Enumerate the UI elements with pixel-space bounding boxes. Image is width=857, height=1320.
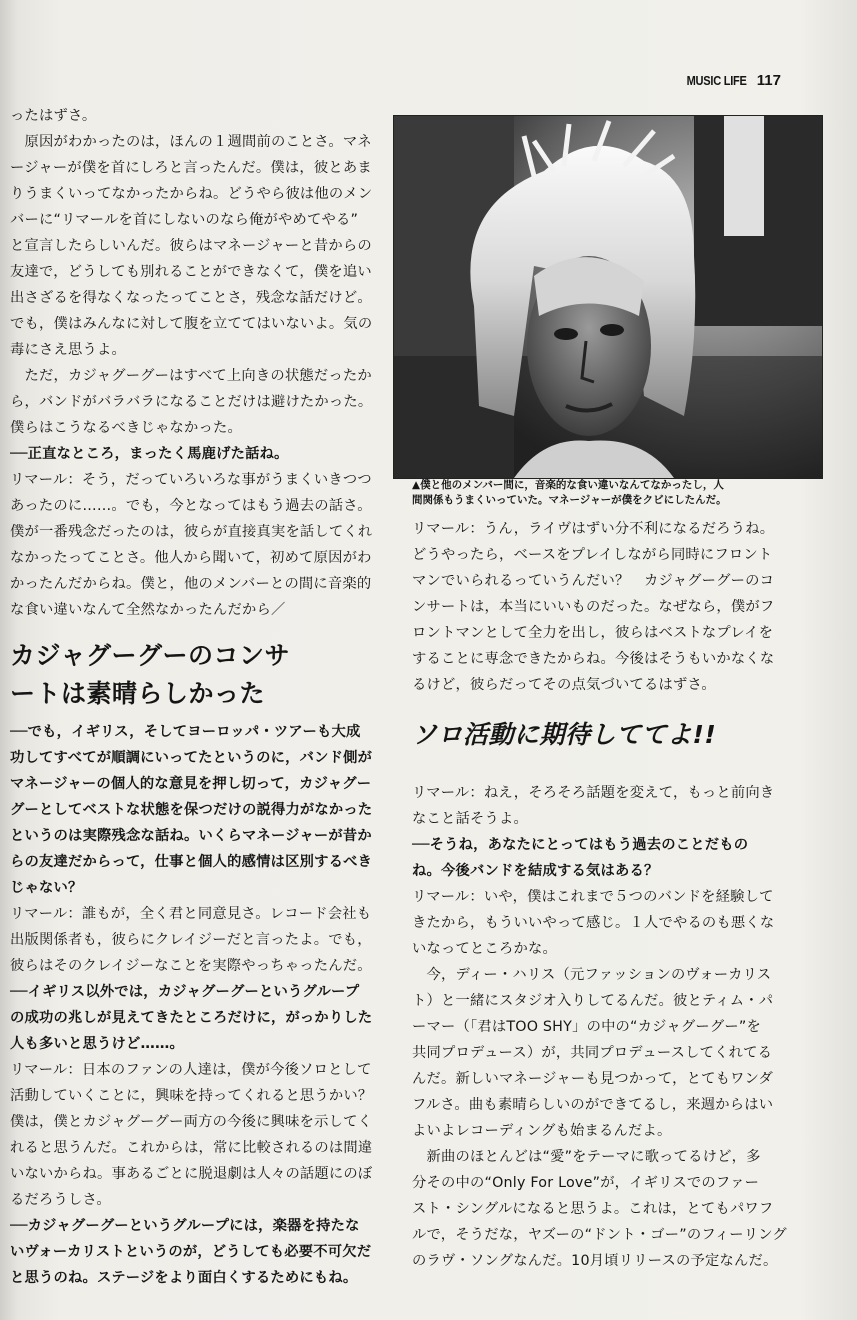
text-line: なこと話そうよ。 bbox=[412, 811, 528, 827]
text-line: フルさ。曲も素晴らしいのができてるし，来週からはい bbox=[412, 1097, 774, 1113]
text-line: の成功の兆しが見えてきたところだけに，がっかりした bbox=[10, 1010, 373, 1026]
text-line: 新曲のほとんどは“愛”をテーマに歌ってるけど，多 bbox=[412, 1149, 761, 1165]
text-line: マンでいられるっていうんだい？ カジャグーグーのコ bbox=[412, 573, 775, 589]
left-column bbox=[10, 103, 390, 1291]
text-line: ロントマンとして全力を出し，彼らはベストなプレイを bbox=[412, 625, 774, 641]
text-line: リマール：ねえ，そろそろ話題を変えて，もっと前向き bbox=[412, 785, 775, 801]
text-line: ──イギリス以外では，カジャグーグーというグループ bbox=[10, 984, 360, 1000]
text-line: 活動していくことに，興味を持ってくれると思うかい？ bbox=[10, 1088, 373, 1104]
text-line: 今，ディー・ハリス（元ファッションのヴォーカリス bbox=[412, 967, 772, 983]
caption-line: ▲僕と他のメンバー間に，音楽的な食い違いなんてなかったし，人 bbox=[412, 479, 724, 491]
text-line: どうやったら，ベースをプレイしながら同時にフロント bbox=[412, 547, 773, 563]
section-heading-1 bbox=[10, 637, 390, 713]
text-line: グーとしてベストな状態を保つだけの説得力がなかった bbox=[10, 802, 373, 818]
text-line: ただ，カジャグーグーはすべて上向きの状態だったか bbox=[10, 368, 372, 384]
text-line: 出版関係者も，彼らにクレイジーだと言ったよ。でも， bbox=[10, 932, 372, 948]
text-line: ──そうね，あなたにとってはもう過去のことだもの bbox=[412, 837, 749, 853]
text-line: 原因がわかったのは，ほんの１週間前のことさ。マネ bbox=[10, 134, 372, 150]
text-line: よいよレコーディングも始まるんだよ。 bbox=[412, 1123, 672, 1139]
text-line: いヴォーカリストというのが，どうしても必要不可欠だ bbox=[10, 1244, 372, 1260]
text-line: きたから，もういいやって感じ。１人でやるのも悪くな bbox=[412, 915, 775, 931]
text-line: リマール：うん，ライヴはずい分不利になるだろうね。 bbox=[412, 521, 775, 537]
portrait-photo bbox=[393, 115, 823, 479]
text-line: ったはずさ。 bbox=[10, 108, 97, 124]
page-header bbox=[676, 72, 781, 89]
text-line: リマール：そう，だっていろいろな事がうまくいきつつ bbox=[10, 472, 372, 488]
photo-image bbox=[394, 116, 822, 478]
text-line: ト）と一緒にスタジオ入りしてるんだ。彼とティム・パ bbox=[412, 993, 774, 1009]
text-line: 僕は，僕とカジャグーグー両方の今後に興味を示してく bbox=[10, 1114, 373, 1130]
text-line: いなってところかな。 bbox=[412, 941, 557, 957]
text-line: のラヴ・ソングなんだ。10月頃リリースの予定なんだ。 bbox=[412, 1253, 778, 1269]
text-line: ンサートは，本当にいいものだった。なぜなら，僕がフ bbox=[412, 599, 775, 615]
text-line: ージャーが僕を首にしろと言ったんだ。僕は，彼とあま bbox=[10, 160, 372, 176]
text-line: と思うのね。ステージをより面白くするためにもね。 bbox=[10, 1270, 358, 1286]
text-line: 毒にさえ思うよ。 bbox=[10, 342, 126, 358]
text-line: りうまくいってなかったからね。どうやら彼は他のメン bbox=[10, 186, 373, 202]
right-text-block-2 bbox=[412, 780, 822, 1274]
text-line: るけど，彼らだってその点気づいてるはずさ。 bbox=[412, 677, 716, 693]
photo-caption bbox=[412, 478, 812, 508]
text-line: バーに“リマールを首にしないのなら俺がやめてやる” bbox=[10, 212, 359, 228]
text-line: でも，僕はみんなに対して腹を立ててはいないよ。気の bbox=[10, 316, 373, 332]
text-line: マネージャーの個人的な意見を押し切って，カジャグー bbox=[10, 776, 372, 792]
text-line: リマール：日本のファンの人達は，僕が今後ソロとして bbox=[10, 1062, 372, 1078]
text-line: ね。今後バンドを結成する気はある？ bbox=[412, 863, 659, 879]
text-line: 僕らはこうなるべきじゃなかった。 bbox=[10, 420, 242, 436]
text-line: 彼らはそのクレイジーなことを実際やっちゃったんだ。 bbox=[10, 958, 372, 974]
text-line: 分その中の“Only For Love”が，イギリスでのファー bbox=[412, 1175, 760, 1191]
text-line: なかったってことさ。他人から聞いて，初めて原因がわ bbox=[10, 550, 372, 566]
text-line: 出さざるを得なくなったってことさ，残念な話だけど。 bbox=[10, 290, 372, 306]
text-line: と宣言したらしいんだ。彼らはマネージャーと昔からの bbox=[10, 238, 372, 254]
text-line: あったのに……。でも，今となってはもう過去の話さ。 bbox=[10, 498, 372, 514]
caption-line: 間関係もうまくいっていた。マネージャーが僕をクビにしたんだ。 bbox=[412, 494, 727, 506]
heading-line: ートは素晴らしかった bbox=[10, 679, 266, 708]
text-line: かったんだからね。僕と，他のメンバーとの間に音楽的 bbox=[10, 576, 372, 592]
text-line: んだ。新しいマネージャーも見つかって，とてもワンダ bbox=[412, 1071, 773, 1087]
text-line: 僕が一番残念だったのは，彼らが直接真実を話してくれ bbox=[10, 524, 373, 540]
section-heading-2: ソロ活動に期待しててよ!! bbox=[412, 720, 717, 749]
text-line: ──カジャグーグーというグループには，楽器を持たな bbox=[10, 1218, 360, 1234]
text-line: リマール：いや，僕はこれまで５つのバンドを経験して bbox=[412, 889, 774, 905]
text-line: 共同プロデュース）が，共同プロデュースしてくれてる bbox=[412, 1045, 773, 1061]
text-line: いないからね。事あるごとに脱退劇は人々の話題にのぼ bbox=[10, 1166, 373, 1182]
text-line: というのは実際残念な話ね。いくらマネージャーが昔か bbox=[10, 828, 372, 844]
text-line: な食い違いなんて全然なかったんだから／ bbox=[10, 602, 286, 618]
text-line: じゃない？ bbox=[10, 880, 83, 896]
heading-spacer bbox=[412, 754, 822, 780]
text-line: スト・シングルになると思うよ。これは，とてもパワフ bbox=[412, 1201, 774, 1217]
right-column bbox=[412, 516, 822, 1274]
text-line: 友達で，どうしても別れることができなくて，僕を追い bbox=[10, 264, 372, 280]
page-number: 117 bbox=[756, 72, 781, 89]
text-line: 人も多いと思うけど……。 bbox=[10, 1036, 184, 1052]
text-line: することに専念できたからね。今後はそうもいかなくな bbox=[412, 651, 775, 667]
text-line: ルで，そうだな，ヤズーの“ドント・ゴー”のフィーリング bbox=[412, 1227, 787, 1243]
right-text-block-1 bbox=[412, 516, 822, 698]
heading-line: カジャグーグーのコンサ bbox=[10, 641, 291, 670]
text-line: るだろうしさ。 bbox=[10, 1192, 111, 1208]
text-line: ーマー（「君はTOO SHY」の中の“カジャグーグー”を bbox=[412, 1019, 761, 1035]
magazine-name: MUSIC LIFE bbox=[686, 73, 747, 88]
left-text-block-1 bbox=[10, 103, 390, 623]
text-line: ──でも，イギリス，そしてヨーロッパ・ツアーも大成 bbox=[10, 724, 361, 740]
text-line: リマール：誰もが，全く君と同意見さ。レコード会社も bbox=[10, 906, 372, 922]
text-line: れると思うんだ。これからは，常に比較されるのは間違 bbox=[10, 1140, 373, 1156]
text-line: ら，バンドがバラバラになることだけは避けたかった。 bbox=[10, 394, 373, 410]
left-text-block-2 bbox=[10, 719, 390, 1291]
text-line: ──正直なところ，まったく馬鹿げた話ね。 bbox=[10, 446, 289, 462]
text-line: らの友達だからって，仕事と個人的感情は区別するべき bbox=[10, 854, 373, 870]
text-line: 功してすべてが順調にいってたというのに，バンド側が bbox=[10, 750, 373, 766]
